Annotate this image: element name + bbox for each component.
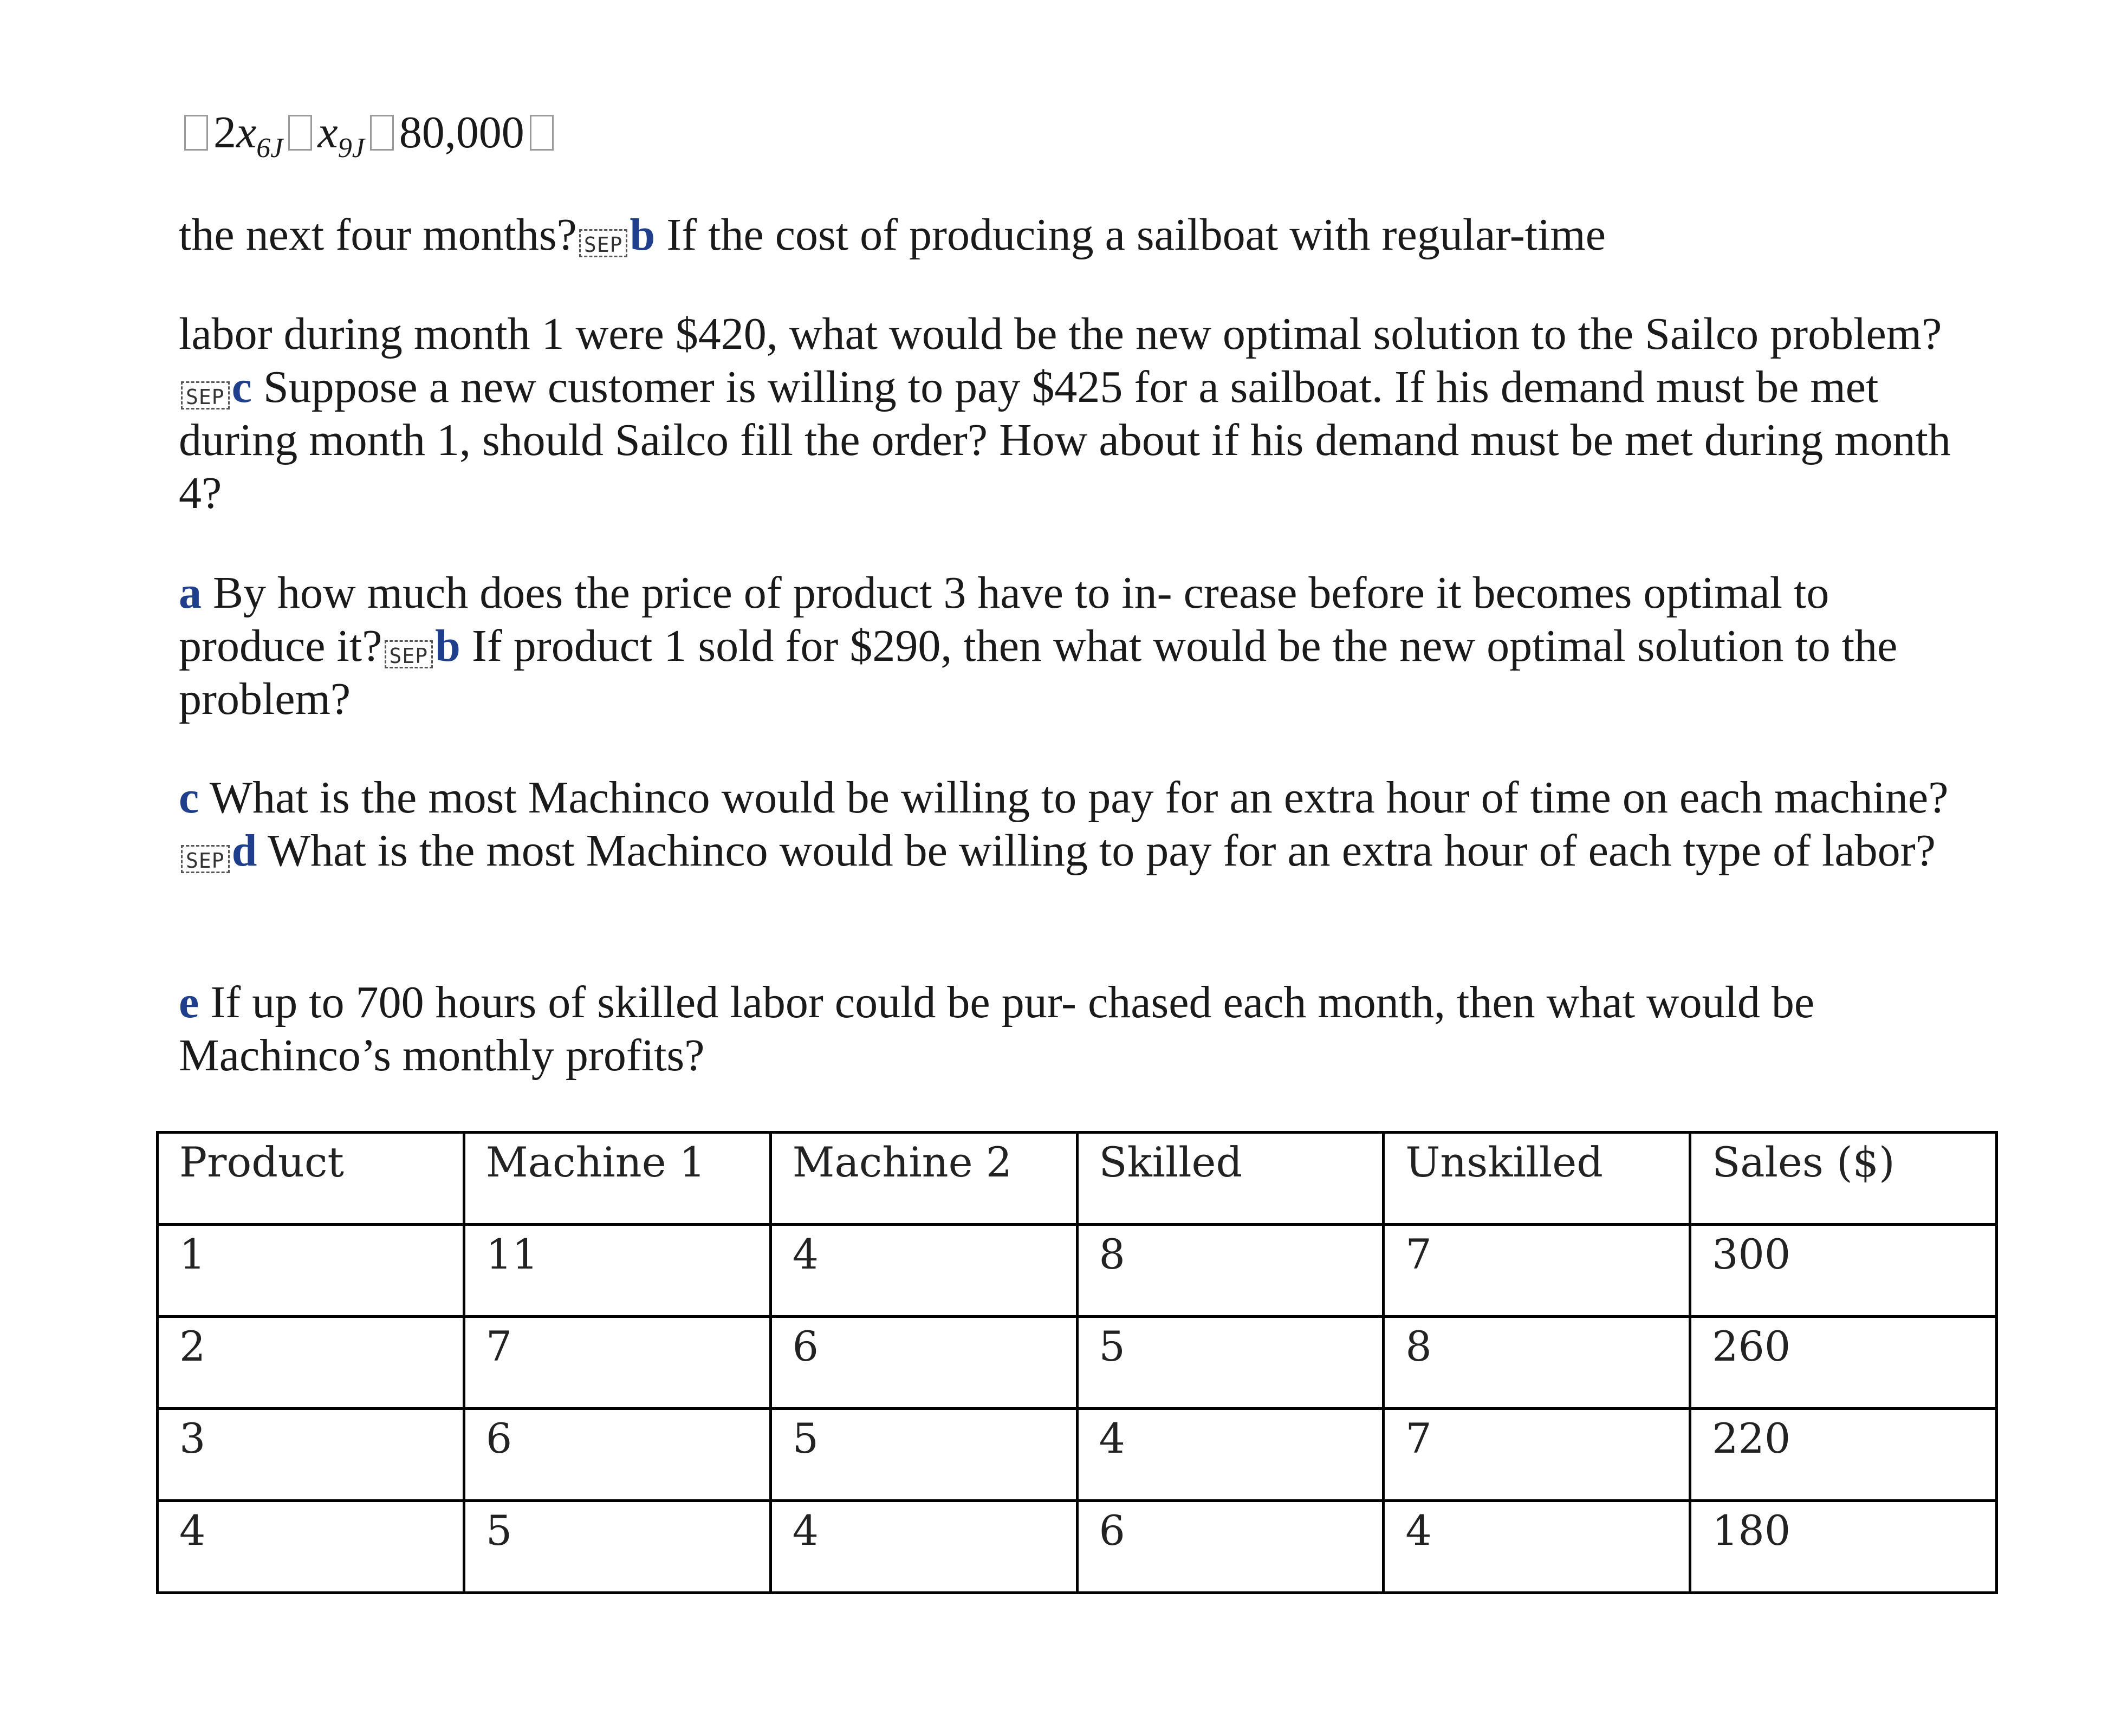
table-cell: 8 [1384,1317,1690,1409]
table-cell: 4 [1077,1409,1384,1501]
formula-subscript-2: 9J [338,133,365,164]
table-cell: 6 [770,1317,1077,1409]
table-cell: 6 [1077,1501,1384,1593]
paragraph-product-price [179,567,1983,726]
table-cell: 5 [464,1501,770,1593]
formula-subscript-1: 6J [256,133,283,164]
table-cell: 7 [1384,1225,1690,1317]
table-cell: 220 [1690,1409,1997,1501]
table-row [158,1501,1997,1593]
table-cell: 7 [464,1317,770,1409]
column-header: Skilled [1077,1133,1384,1225]
constraint-formula [179,103,559,178]
table-cell: 8 [1077,1225,1384,1317]
paragraph-next-four-months [179,209,1983,262]
question-label-d: d [231,825,257,876]
table-cell: 300 [1690,1225,1997,1317]
table-cell: 260 [1690,1317,1997,1409]
table-cell: 3 [158,1409,464,1501]
table-cell: 4 [1384,1501,1690,1593]
column-header: Unskilled [1384,1133,1690,1225]
formula-rhs: 80,000 [399,107,524,158]
table-cell: 6 [464,1409,770,1501]
paragraph-text: What is the most Machinco would be willing to pay for an extra hour of each type of labor? [257,825,1936,876]
table-cell: 5 [1077,1317,1384,1409]
paragraph-text: By how much does the price of product 3 have to in- crease before it becomes optimal to produce it? [179,568,1829,671]
column-header: Machine 1 [464,1133,770,1225]
separator-glyph: SEP [181,845,230,873]
paragraph-text: Suppose a new customer is willing to pay $425 for a sailboat. If his demand must be met during month 1, should Sailco fill the order? How about if his demand must be met during month 4? [179,362,1951,518]
paragraph-skilled-labor [179,976,1983,1082]
table-cell: 180 [1690,1501,1997,1593]
separator-glyph: SEP [385,640,433,668]
table-cell: 4 [158,1501,464,1593]
table-row [158,1225,1997,1317]
product-data-table [156,1131,1998,1594]
question-label-a: a [179,568,202,618]
column-header: Machine 2 [770,1133,1077,1225]
formula-variable-1: x [236,107,257,158]
table-header-row [158,1133,1997,1225]
table-cell: 4 [770,1501,1077,1593]
question-label-e: e [179,977,199,1028]
question-label-b: b [630,210,656,260]
missing-glyph-box [530,115,554,151]
separator-glyph: SEP [181,381,230,409]
missing-glyph-box [370,115,394,151]
table-row [158,1317,1997,1409]
formula-coefficient: 2 [213,107,236,158]
table-cell: 7 [1384,1409,1690,1501]
paragraph-text: If the cost of producing a sailboat with regular-time [655,210,1606,260]
table-cell: 5 [770,1409,1077,1501]
table-cell: 1 [158,1225,464,1317]
paragraph-text: If up to 700 hours of skilled labor could be pur- chased each month, then what would be Machinco’s monthly profits? [179,977,1815,1081]
missing-glyph-box [288,115,312,151]
paragraph-text: What is the most Machinco would be willing to pay for an extra hour of time on each machine? [199,772,1949,823]
table-cell: 2 [158,1317,464,1409]
paragraph-text: labor during month 1 were $420, what would be the new optimal solution to the Sailco problem? [179,309,1942,359]
table-cell: 11 [464,1225,770,1317]
question-label-b: b [435,621,460,671]
paragraph-text: If product 1 sold for $290, then what would be the new optimal solution to the problem? [179,621,1898,724]
question-label-c: c [179,772,199,823]
paragraph-sailco [179,308,1983,520]
table-cell: 4 [770,1225,1077,1317]
separator-glyph: SEP [579,229,628,257]
question-label-c: c [231,362,252,412]
column-header: Product [158,1133,464,1225]
paragraph-machinco-pay [179,771,1983,877]
table-row [158,1409,1997,1501]
missing-glyph-box [184,115,208,151]
formula-variable-2: x [317,107,338,158]
paragraph-text: the next four months? [179,210,577,260]
column-header: Sales ($) [1690,1133,1997,1225]
